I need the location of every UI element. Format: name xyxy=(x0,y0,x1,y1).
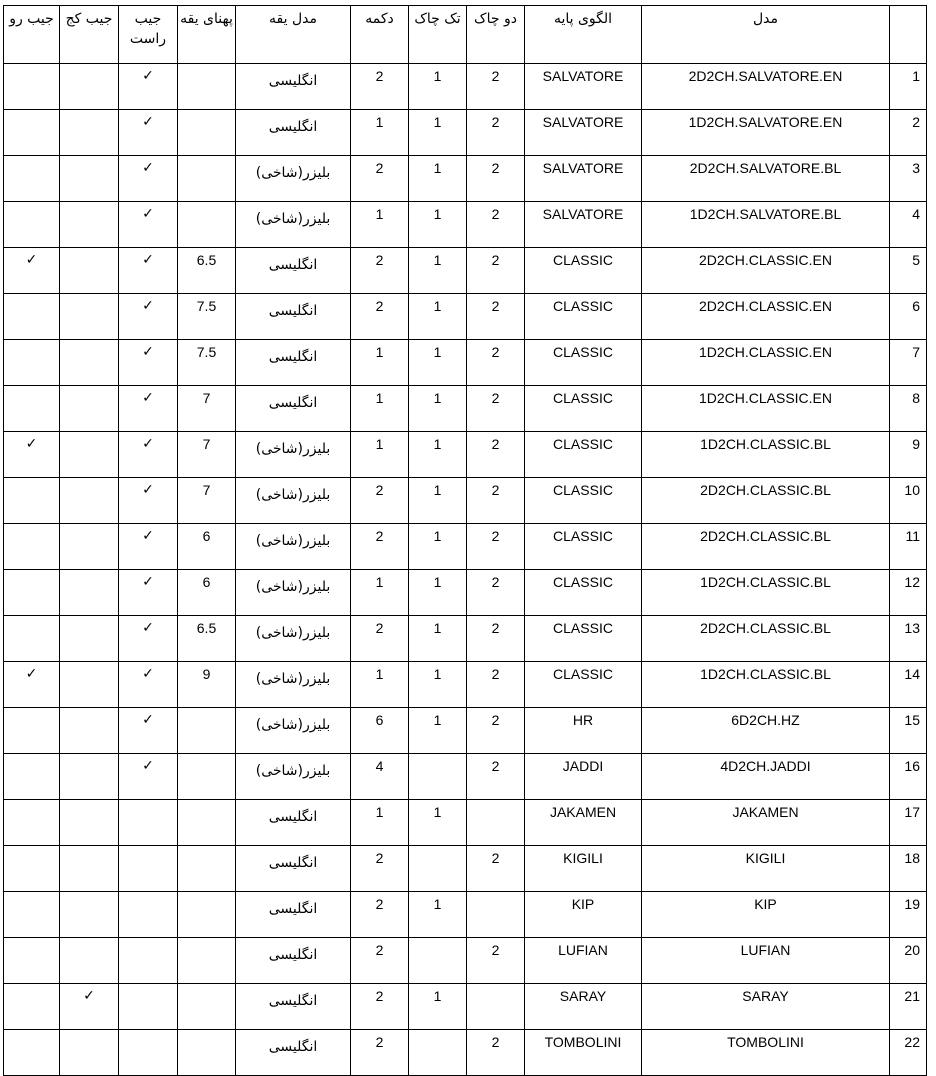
single-slit-cell xyxy=(409,846,467,892)
collar-width-cell xyxy=(178,754,236,800)
header-row xyxy=(4,6,927,64)
right-pocket-cell xyxy=(119,892,178,938)
header-model: مدل xyxy=(642,6,890,64)
buttons-cell: 1 xyxy=(351,340,409,386)
slant-pocket-cell xyxy=(60,938,119,984)
right-pocket-cell: ✓ xyxy=(119,64,178,110)
collar-model-cell: انگلیسی xyxy=(236,294,351,340)
base-pattern-cell: CLASSIC xyxy=(525,248,642,294)
row-index-cell: 13 xyxy=(890,616,927,662)
header-base-pattern: الگوی پایه xyxy=(525,6,642,64)
collar-model-cell: بلیزر(شاخی) xyxy=(236,156,351,202)
top-pocket-cell: ✓ xyxy=(4,662,60,708)
collar-model-cell: انگلیسی xyxy=(236,800,351,846)
row-index-cell: 2 xyxy=(890,110,927,156)
collar-model-cell: انگلیسی xyxy=(236,892,351,938)
collar-model-cell: بلیزر(شاخی) xyxy=(236,432,351,478)
collar-width-cell xyxy=(178,938,236,984)
row-index-cell: 5 xyxy=(890,248,927,294)
right-pocket-cell: ✓ xyxy=(119,294,178,340)
single-slit-cell: 1 xyxy=(409,110,467,156)
collar-width-cell: 7.5 xyxy=(178,294,236,340)
base-pattern-cell: CLASSIC xyxy=(525,386,642,432)
right-pocket-cell: ✓ xyxy=(119,340,178,386)
double-slit-cell: 2 xyxy=(467,248,525,294)
base-pattern-cell: CLASSIC xyxy=(525,478,642,524)
slant-pocket-cell xyxy=(60,432,119,478)
buttons-cell: 1 xyxy=(351,432,409,478)
double-slit-cell: 2 xyxy=(467,202,525,248)
double-slit-cell xyxy=(467,800,525,846)
slant-pocket-cell xyxy=(60,294,119,340)
collar-width-cell: 6 xyxy=(178,570,236,616)
table-row xyxy=(4,708,927,754)
header-slant-pocket: جیب کج xyxy=(60,6,119,64)
row-index-cell: 10 xyxy=(890,478,927,524)
base-pattern-cell: KIGILI xyxy=(525,846,642,892)
model-cell: 1D2CH.CLASSIC.EN xyxy=(642,340,890,386)
base-pattern-cell: CLASSIC xyxy=(525,524,642,570)
buttons-cell: 1 xyxy=(351,110,409,156)
collar-width-cell: 9 xyxy=(178,662,236,708)
buttons-cell: 2 xyxy=(351,524,409,570)
collar-model-cell: بلیزر(شاخی) xyxy=(236,478,351,524)
slant-pocket-cell xyxy=(60,616,119,662)
single-slit-cell: 1 xyxy=(409,386,467,432)
row-index-cell: 15 xyxy=(890,708,927,754)
single-slit-cell: 1 xyxy=(409,892,467,938)
right-pocket-cell: ✓ xyxy=(119,616,178,662)
model-cell: 6D2CH.HZ xyxy=(642,708,890,754)
double-slit-cell: 2 xyxy=(467,570,525,616)
row-index-cell: 20 xyxy=(890,938,927,984)
slant-pocket-cell xyxy=(60,478,119,524)
top-pocket-cell: ✓ xyxy=(4,248,60,294)
table-row xyxy=(4,662,927,708)
row-index-cell: 6 xyxy=(890,294,927,340)
slant-pocket-cell xyxy=(60,110,119,156)
top-pocket-cell xyxy=(4,846,60,892)
collar-width-cell: 6.5 xyxy=(178,616,236,662)
collar-width-cell xyxy=(178,1030,236,1076)
buttons-cell: 2 xyxy=(351,846,409,892)
slant-pocket-cell xyxy=(60,570,119,616)
buttons-cell: 2 xyxy=(351,1030,409,1076)
base-pattern-cell: CLASSIC xyxy=(525,662,642,708)
collar-width-cell: 7.5 xyxy=(178,340,236,386)
collar-model-cell: انگلیسی xyxy=(236,110,351,156)
top-pocket-cell xyxy=(4,478,60,524)
single-slit-cell: 1 xyxy=(409,662,467,708)
model-cell: LUFIAN xyxy=(642,938,890,984)
model-cell: TOMBOLINI xyxy=(642,1030,890,1076)
buttons-cell: 2 xyxy=(351,984,409,1030)
right-pocket-cell: ✓ xyxy=(119,432,178,478)
slant-pocket-cell xyxy=(60,708,119,754)
single-slit-cell: 1 xyxy=(409,202,467,248)
collar-model-cell: انگلیسی xyxy=(236,340,351,386)
model-cell: 1D2CH.SALVATORE.EN xyxy=(642,110,890,156)
top-pocket-cell xyxy=(4,708,60,754)
slant-pocket-cell xyxy=(60,846,119,892)
single-slit-cell: 1 xyxy=(409,570,467,616)
base-pattern-cell: CLASSIC xyxy=(525,616,642,662)
row-index-cell: 16 xyxy=(890,754,927,800)
table-row xyxy=(4,478,927,524)
collar-width-cell xyxy=(178,984,236,1030)
single-slit-cell xyxy=(409,754,467,800)
collar-model-cell: انگلیسی xyxy=(236,386,351,432)
model-cell: 2D2CH.SALVATORE.BL xyxy=(642,156,890,202)
double-slit-cell: 2 xyxy=(467,294,525,340)
top-pocket-cell xyxy=(4,110,60,156)
right-pocket-cell xyxy=(119,800,178,846)
double-slit-cell: 2 xyxy=(467,662,525,708)
single-slit-cell: 1 xyxy=(409,294,467,340)
slant-pocket-cell xyxy=(60,892,119,938)
right-pocket-cell: ✓ xyxy=(119,524,178,570)
right-pocket-cell: ✓ xyxy=(119,248,178,294)
top-pocket-cell xyxy=(4,800,60,846)
top-pocket-cell xyxy=(4,386,60,432)
model-cell: 1D2CH.CLASSIC.BL xyxy=(642,662,890,708)
single-slit-cell: 1 xyxy=(409,156,467,202)
table-row xyxy=(4,248,927,294)
table-row xyxy=(4,938,927,984)
double-slit-cell: 2 xyxy=(467,754,525,800)
table-row xyxy=(4,156,927,202)
double-slit-cell: 2 xyxy=(467,478,525,524)
right-pocket-cell: ✓ xyxy=(119,708,178,754)
top-pocket-cell xyxy=(4,294,60,340)
buttons-cell: 2 xyxy=(351,616,409,662)
table-row xyxy=(4,892,927,938)
base-pattern-cell: SALVATORE xyxy=(525,156,642,202)
double-slit-cell: 2 xyxy=(467,156,525,202)
top-pocket-cell xyxy=(4,984,60,1030)
collar-width-cell: 6 xyxy=(178,524,236,570)
table-row xyxy=(4,432,927,478)
top-pocket-cell xyxy=(4,938,60,984)
row-index-cell: 17 xyxy=(890,800,927,846)
double-slit-cell: 2 xyxy=(467,110,525,156)
slant-pocket-cell xyxy=(60,800,119,846)
row-index-cell: 11 xyxy=(890,524,927,570)
buttons-cell: 2 xyxy=(351,156,409,202)
slant-pocket-cell xyxy=(60,662,119,708)
buttons-cell: 1 xyxy=(351,202,409,248)
table-row xyxy=(4,110,927,156)
model-cell: KIP xyxy=(642,892,890,938)
single-slit-cell: 1 xyxy=(409,984,467,1030)
buttons-cell: 2 xyxy=(351,938,409,984)
double-slit-cell: 2 xyxy=(467,432,525,478)
slant-pocket-cell: ✓ xyxy=(60,984,119,1030)
base-pattern-cell: LUFIAN xyxy=(525,938,642,984)
table-row xyxy=(4,616,927,662)
collar-width-cell: 7 xyxy=(178,386,236,432)
base-pattern-cell: CLASSIC xyxy=(525,294,642,340)
slant-pocket-cell xyxy=(60,524,119,570)
collar-width-cell xyxy=(178,892,236,938)
model-cell: 1D2CH.CLASSIC.BL xyxy=(642,432,890,478)
model-cell: 2D2CH.CLASSIC.BL xyxy=(642,478,890,524)
suit-models-table xyxy=(3,5,927,1076)
double-slit-cell: 2 xyxy=(467,386,525,432)
buttons-cell: 2 xyxy=(351,294,409,340)
top-pocket-cell xyxy=(4,524,60,570)
header-double-slit: دو چاک xyxy=(467,6,525,64)
model-cell: SARAY xyxy=(642,984,890,1030)
top-pocket-cell: ✓ xyxy=(4,432,60,478)
top-pocket-cell xyxy=(4,156,60,202)
slant-pocket-cell xyxy=(60,202,119,248)
table-row xyxy=(4,846,927,892)
double-slit-cell: 2 xyxy=(467,340,525,386)
base-pattern-cell: TOMBOLINI xyxy=(525,1030,642,1076)
collar-width-cell: 6.5 xyxy=(178,248,236,294)
top-pocket-cell xyxy=(4,570,60,616)
table-row xyxy=(4,800,927,846)
collar-model-cell: بلیزر(شاخی) xyxy=(236,616,351,662)
top-pocket-cell xyxy=(4,754,60,800)
double-slit-cell: 2 xyxy=(467,708,525,754)
collar-width-cell xyxy=(178,110,236,156)
right-pocket-cell: ✓ xyxy=(119,570,178,616)
collar-width-cell xyxy=(178,64,236,110)
top-pocket-cell xyxy=(4,892,60,938)
slant-pocket-cell xyxy=(60,754,119,800)
row-index-cell: 18 xyxy=(890,846,927,892)
model-cell: 2D2CH.CLASSIC.BL xyxy=(642,616,890,662)
collar-model-cell: انگلیسی xyxy=(236,938,351,984)
header-collar-width: پهنای یقه xyxy=(178,6,236,64)
base-pattern-cell: KIP xyxy=(525,892,642,938)
model-cell: 2D2CH.CLASSIC.BL xyxy=(642,524,890,570)
right-pocket-cell: ✓ xyxy=(119,202,178,248)
row-index-cell: 21 xyxy=(890,984,927,1030)
single-slit-cell: 1 xyxy=(409,616,467,662)
top-pocket-cell xyxy=(4,616,60,662)
single-slit-cell: 1 xyxy=(409,524,467,570)
right-pocket-cell: ✓ xyxy=(119,156,178,202)
model-cell: JAKAMEN xyxy=(642,800,890,846)
right-pocket-cell xyxy=(119,846,178,892)
base-pattern-cell: JADDI xyxy=(525,754,642,800)
double-slit-cell: 2 xyxy=(467,1030,525,1076)
single-slit-cell xyxy=(409,938,467,984)
base-pattern-cell: CLASSIC xyxy=(525,570,642,616)
right-pocket-cell xyxy=(119,938,178,984)
buttons-cell: 1 xyxy=(351,800,409,846)
buttons-cell: 6 xyxy=(351,708,409,754)
table-row xyxy=(4,294,927,340)
double-slit-cell: 2 xyxy=(467,938,525,984)
table-row xyxy=(4,64,927,110)
row-index-cell: 1 xyxy=(890,64,927,110)
row-index-cell: 9 xyxy=(890,432,927,478)
slant-pocket-cell xyxy=(60,248,119,294)
collar-width-cell: 7 xyxy=(178,432,236,478)
collar-model-cell: انگلیسی xyxy=(236,248,351,294)
single-slit-cell: 1 xyxy=(409,64,467,110)
collar-model-cell: بلیزر(شاخی) xyxy=(236,708,351,754)
model-cell: 1D2CH.SALVATORE.BL xyxy=(642,202,890,248)
header-top-pocket: جیب رو xyxy=(4,6,60,64)
buttons-cell: 1 xyxy=(351,386,409,432)
base-pattern-cell: HR xyxy=(525,708,642,754)
collar-model-cell: انگلیسی xyxy=(236,64,351,110)
table-row xyxy=(4,524,927,570)
base-pattern-cell: SARAY xyxy=(525,984,642,1030)
single-slit-cell xyxy=(409,1030,467,1076)
buttons-cell: 2 xyxy=(351,64,409,110)
model-cell: 2D2CH.CLASSIC.EN xyxy=(642,248,890,294)
header-single-slit: تک چاک xyxy=(409,6,467,64)
top-pocket-cell xyxy=(4,64,60,110)
single-slit-cell: 1 xyxy=(409,248,467,294)
collar-model-cell: انگلیسی xyxy=(236,984,351,1030)
collar-model-cell: بلیزر(شاخی) xyxy=(236,202,351,248)
row-index-cell: 3 xyxy=(890,156,927,202)
top-pocket-cell xyxy=(4,1030,60,1076)
model-cell: 1D2CH.CLASSIC.BL xyxy=(642,570,890,616)
row-index-cell: 19 xyxy=(890,892,927,938)
header-index xyxy=(890,6,927,64)
table-row xyxy=(4,340,927,386)
header-buttons: دکمه xyxy=(351,6,409,64)
right-pocket-cell xyxy=(119,984,178,1030)
slant-pocket-cell xyxy=(60,156,119,202)
model-cell: 2D2CH.CLASSIC.EN xyxy=(642,294,890,340)
table-row xyxy=(4,754,927,800)
header-right-pocket: جیب راست xyxy=(119,6,178,64)
row-index-cell: 12 xyxy=(890,570,927,616)
right-pocket-cell: ✓ xyxy=(119,110,178,156)
base-pattern-cell: SALVATORE xyxy=(525,64,642,110)
buttons-cell: 2 xyxy=(351,248,409,294)
slant-pocket-cell xyxy=(60,386,119,432)
base-pattern-cell: CLASSIC xyxy=(525,340,642,386)
collar-model-cell: بلیزر(شاخی) xyxy=(236,754,351,800)
table-row xyxy=(4,386,927,432)
single-slit-cell: 1 xyxy=(409,340,467,386)
double-slit-cell: 2 xyxy=(467,846,525,892)
buttons-cell: 2 xyxy=(351,892,409,938)
right-pocket-cell: ✓ xyxy=(119,662,178,708)
row-index-cell: 22 xyxy=(890,1030,927,1076)
base-pattern-cell: SALVATORE xyxy=(525,110,642,156)
collar-width-cell: 7 xyxy=(178,478,236,524)
collar-model-cell: انگلیسی xyxy=(236,1030,351,1076)
single-slit-cell: 1 xyxy=(409,708,467,754)
row-index-cell: 14 xyxy=(890,662,927,708)
model-cell: KIGILI xyxy=(642,846,890,892)
buttons-cell: 1 xyxy=(351,570,409,616)
model-cell: 2D2CH.SALVATORE.EN xyxy=(642,64,890,110)
double-slit-cell: 2 xyxy=(467,616,525,662)
collar-model-cell: بلیزر(شاخی) xyxy=(236,570,351,616)
row-index-cell: 4 xyxy=(890,202,927,248)
table-row xyxy=(4,984,927,1030)
top-pocket-cell xyxy=(4,340,60,386)
collar-width-cell xyxy=(178,800,236,846)
single-slit-cell: 1 xyxy=(409,432,467,478)
collar-width-cell xyxy=(178,156,236,202)
slant-pocket-cell xyxy=(60,340,119,386)
collar-model-cell: انگلیسی xyxy=(236,846,351,892)
buttons-cell: 4 xyxy=(351,754,409,800)
double-slit-cell: 2 xyxy=(467,64,525,110)
slant-pocket-cell xyxy=(60,64,119,110)
collar-width-cell xyxy=(178,202,236,248)
base-pattern-cell: SALVATORE xyxy=(525,202,642,248)
single-slit-cell: 1 xyxy=(409,800,467,846)
right-pocket-cell: ✓ xyxy=(119,754,178,800)
buttons-cell: 2 xyxy=(351,478,409,524)
table-row xyxy=(4,570,927,616)
collar-model-cell: بلیزر(شاخی) xyxy=(236,662,351,708)
double-slit-cell: 2 xyxy=(467,524,525,570)
single-slit-cell: 1 xyxy=(409,478,467,524)
base-pattern-cell: CLASSIC xyxy=(525,432,642,478)
right-pocket-cell: ✓ xyxy=(119,386,178,432)
model-cell: 1D2CH.CLASSIC.EN xyxy=(642,386,890,432)
double-slit-cell xyxy=(467,984,525,1030)
collar-model-cell: بلیزر(شاخی) xyxy=(236,524,351,570)
collar-width-cell xyxy=(178,708,236,754)
collar-width-cell xyxy=(178,846,236,892)
right-pocket-cell xyxy=(119,1030,178,1076)
slant-pocket-cell xyxy=(60,1030,119,1076)
buttons-cell: 1 xyxy=(351,662,409,708)
row-index-cell: 8 xyxy=(890,386,927,432)
row-index-cell: 7 xyxy=(890,340,927,386)
table-row xyxy=(4,1030,927,1076)
right-pocket-cell: ✓ xyxy=(119,478,178,524)
header-collar-model: مدل یقه xyxy=(236,6,351,64)
model-cell: 4D2CH.JADDI xyxy=(642,754,890,800)
top-pocket-cell xyxy=(4,202,60,248)
base-pattern-cell: JAKAMEN xyxy=(525,800,642,846)
double-slit-cell xyxy=(467,892,525,938)
table-row xyxy=(4,202,927,248)
